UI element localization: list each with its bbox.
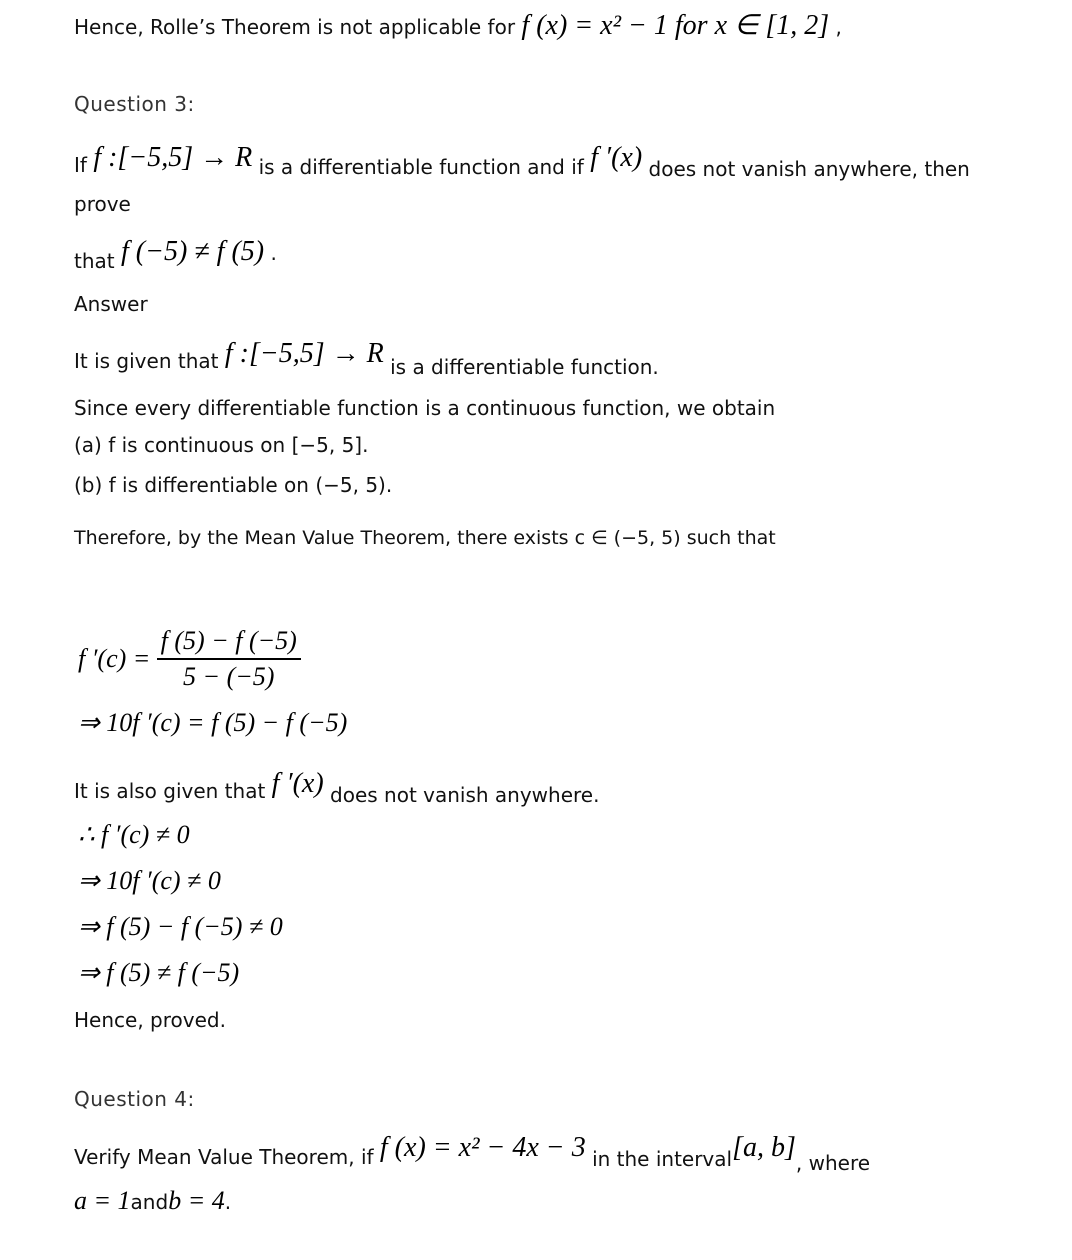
q4-text-start: Verify Mean Value Theorem, if	[74, 1145, 374, 1169]
q3-therefore-text: Therefore, by the Mean Value Theorem, there exists c ∈ (−5, 5) such that	[74, 527, 776, 549]
q4-cond-a: a = 1	[74, 1186, 131, 1215]
q2-conclusion-text: Hence, Rolle’s Theorem is not applicable for	[74, 15, 516, 39]
q3-statement-line3	[74, 236, 277, 273]
q4-math-interval: [a, b]	[732, 1132, 796, 1163]
q3-cond-b: (b) f is differentiable on (−5, 5).	[74, 473, 393, 497]
q3-statement-deriv: f ′(x)	[590, 142, 643, 173]
q3-statement-if: If	[74, 153, 87, 177]
q3-statement-map: f :[−5,5] → R	[93, 142, 253, 173]
q3-statement-dot: .	[270, 241, 277, 265]
q3-also-text: It is also given that	[74, 779, 266, 803]
q4-text-end: , where	[795, 1151, 871, 1175]
q3-statement-claim: f (−5) ≠ f (5)	[120, 236, 265, 267]
q3-cond-a: (a) f is continuous on [−5, 5].	[74, 433, 369, 457]
q3-step2: ⇒ 10f ′(c) ≠ 0	[78, 866, 221, 895]
q3-eq1-fraction	[157, 626, 301, 692]
q4-cond-dot: .	[224, 1190, 232, 1214]
q3-since-text: Since every differentiable function is a continuous function, we obtain	[74, 396, 776, 420]
q3-given-map: f :[−5,5] → R	[224, 338, 384, 369]
q3-given-line	[74, 338, 659, 379]
q3-eq1-lhs: f ′(c) =	[78, 644, 151, 673]
q2-conclusion-tail: ,	[835, 15, 842, 39]
q3-step1: ∴ f ′(c) ≠ 0	[78, 820, 190, 849]
q4-text-mid: in the interval	[592, 1147, 733, 1171]
q3-statement-line1	[74, 142, 970, 181]
q4-statement-line2	[74, 1186, 231, 1216]
q3-heading: Question 3:	[74, 92, 195, 116]
q3-statement-mid: is a differentiable function and if	[258, 155, 584, 179]
q3-statement-end: does not vanish anywhere, then	[648, 157, 970, 181]
q2-conclusion-math: f (x) = x² − 1 for x ∈ [1, 2]	[521, 10, 830, 41]
q4-statement-line1	[74, 1132, 870, 1175]
q3-statement-prove: prove	[74, 192, 131, 216]
q3-also-line	[74, 768, 599, 807]
q3-equation2: ⇒ 10f ′(c) = f (5) − f (−5)	[78, 708, 348, 737]
q3-eq1-denominator: 5 − (−5)	[183, 662, 275, 691]
q3-step4: ⇒ f (5) ≠ f (−5)	[78, 958, 240, 987]
q4-heading: Question 4:	[74, 1087, 195, 1111]
q3-given-end: is a differentiable function.	[390, 355, 659, 379]
q4-cond-and: and	[130, 1190, 169, 1214]
q2-conclusion-line	[74, 8, 842, 42]
q3-statement-that: that	[74, 249, 115, 273]
q4-cond-b: b = 4	[168, 1186, 225, 1215]
q3-conclusion: Hence, proved.	[74, 1008, 226, 1032]
q3-also-deriv: f ′(x)	[271, 768, 324, 799]
q4-math-func: f (x) = x² − 4x − 3	[379, 1132, 586, 1163]
q3-step3: ⇒ f (5) − f (−5) ≠ 0	[78, 912, 283, 941]
q3-given-text: It is given that	[74, 349, 219, 373]
q3-answer-label: Answer	[74, 292, 148, 316]
q3-eq1-numerator: f (5) − f (−5)	[157, 626, 301, 660]
q3-also-end: does not vanish anywhere.	[330, 783, 600, 807]
q3-equation1	[78, 626, 301, 692]
